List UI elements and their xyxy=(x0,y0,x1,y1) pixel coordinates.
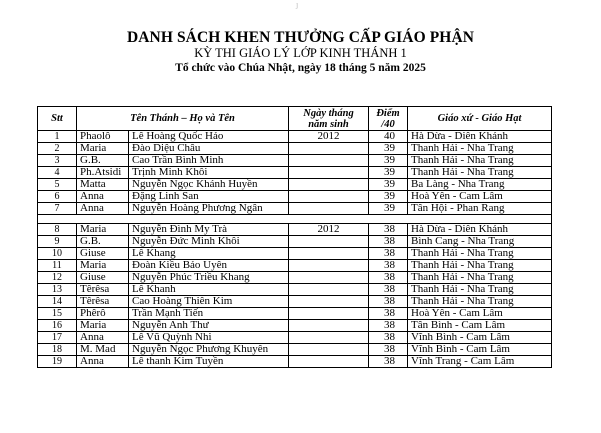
row-full-name: Cao Trần Bình Minh xyxy=(129,155,289,167)
row-parish: Vĩnh Bình - Cam Lâm xyxy=(408,332,552,344)
row-saint-name: Maria xyxy=(77,320,129,332)
row-parish: Tân Hội - Phan Rang xyxy=(408,203,552,215)
awards-table xyxy=(37,106,552,368)
header-score xyxy=(369,107,408,131)
group-separator-row xyxy=(38,215,552,224)
row-birth-year xyxy=(289,143,369,155)
row-saint-name: Anna xyxy=(77,356,129,368)
row-score: 38 xyxy=(369,356,408,368)
row-birth-year xyxy=(289,260,369,272)
row-full-name: Nguyễn Đình My Trà xyxy=(129,224,289,236)
row-stt: 8 xyxy=(38,224,77,236)
row-saint-name: Ph.Atsidi xyxy=(77,167,129,179)
row-stt: 19 xyxy=(38,356,77,368)
row-birth-year xyxy=(289,296,369,308)
row-full-name: Lê thanh Kim Tuyền xyxy=(129,356,289,368)
row-full-name: Trần Mạnh Tiến xyxy=(129,308,289,320)
row-birth-year xyxy=(289,272,369,284)
row-birth-year xyxy=(289,236,369,248)
row-full-name: Nguyễn Phúc Triều Khang xyxy=(129,272,289,284)
document-subtitle: KỲ THI GIÁO LÝ LỚP KINH THÁNH 1 xyxy=(194,46,407,60)
row-stt: 15 xyxy=(38,308,77,320)
row-birth-year xyxy=(289,155,369,167)
row-saint-name: Giuse xyxy=(77,272,129,284)
row-full-name: Đào Diệu Châu xyxy=(129,143,289,155)
header-dob-line1: Ngày tháng xyxy=(303,107,354,119)
table-row xyxy=(38,179,552,191)
row-saint-name: Anna xyxy=(77,203,129,215)
table-row xyxy=(38,284,552,296)
row-saint-name: Têrêsa xyxy=(77,296,129,308)
row-score: 38 xyxy=(369,344,408,356)
row-saint-name: Maria xyxy=(77,224,129,236)
row-score: 38 xyxy=(369,296,408,308)
row-saint-name: Anna xyxy=(77,191,129,203)
row-stt: 7 xyxy=(38,203,77,215)
row-stt: 11 xyxy=(38,260,77,272)
table-row xyxy=(38,167,552,179)
table-row xyxy=(38,143,552,155)
document-date-line: Tổ chức vào Chúa Nhật, ngày 18 tháng 5 năm 2025 xyxy=(175,62,426,74)
row-full-name: Nguyễn Ngọc Khánh Huyền xyxy=(129,179,289,191)
row-birth-year xyxy=(289,332,369,344)
row-score: 38 xyxy=(369,236,408,248)
table-row xyxy=(38,236,552,248)
row-birth-year xyxy=(289,344,369,356)
row-stt: 14 xyxy=(38,296,77,308)
row-score: 38 xyxy=(369,260,408,272)
row-stt: 6 xyxy=(38,191,77,203)
row-birth-year xyxy=(289,191,369,203)
row-parish: Hà Dừa - Diên Khánh xyxy=(408,131,552,143)
table-row xyxy=(38,332,552,344)
table-row xyxy=(38,296,552,308)
row-birth-year xyxy=(289,308,369,320)
row-stt: 12 xyxy=(38,272,77,284)
row-parish: Thanh Hải - Nha Trang xyxy=(408,296,552,308)
row-stt: 5 xyxy=(38,179,77,191)
page-mark: ȷ xyxy=(296,0,299,9)
row-birth-year: 2012 xyxy=(289,131,369,143)
row-score: 38 xyxy=(369,320,408,332)
row-full-name: Nguyễn Anh Thư xyxy=(129,320,289,332)
header-parish: Giáo xứ - Giáo Hạt xyxy=(408,107,552,131)
row-birth-year xyxy=(289,284,369,296)
row-birth-year xyxy=(289,248,369,260)
row-parish: Thanh Hải - Nha Trang xyxy=(408,248,552,260)
row-score: 38 xyxy=(369,332,408,344)
row-score: 38 xyxy=(369,284,408,296)
row-parish: Thanh Hải - Nha Trang xyxy=(408,167,552,179)
table-row xyxy=(38,248,552,260)
row-parish: Hoà Yên - Cam Lâm xyxy=(408,191,552,203)
row-parish: Bình Cang - Nha Trang xyxy=(408,236,552,248)
table-header-row xyxy=(38,107,552,131)
row-saint-name: G.B. xyxy=(77,155,129,167)
row-parish: Thanh Hải - Nha Trang xyxy=(408,284,552,296)
table-row xyxy=(38,155,552,167)
table-body xyxy=(38,131,552,368)
row-stt: 1 xyxy=(38,131,77,143)
table-row xyxy=(38,224,552,236)
row-stt: 13 xyxy=(38,284,77,296)
row-score: 38 xyxy=(369,272,408,284)
header-score-line2: /40 xyxy=(381,118,395,130)
row-birth-year xyxy=(289,203,369,215)
table-row xyxy=(38,260,552,272)
row-saint-name: Matta xyxy=(77,179,129,191)
row-saint-name: G.B. xyxy=(77,236,129,248)
row-birth-year xyxy=(289,320,369,332)
row-stt: 18 xyxy=(38,344,77,356)
row-stt: 3 xyxy=(38,155,77,167)
row-parish: Thanh Hải - Nha Trang xyxy=(408,155,552,167)
document-title: DANH SÁCH KHEN THƯỞNG CẤP GIÁO PHẬN xyxy=(126,29,475,46)
row-parish: Vĩnh Bình - Cam Lâm xyxy=(408,344,552,356)
row-parish: Vĩnh Trang - Cam Lâm xyxy=(408,356,552,368)
row-saint-name: Maria xyxy=(77,143,129,155)
row-saint-name: M. Mad xyxy=(77,344,129,356)
row-score: 38 xyxy=(369,308,408,320)
table-row xyxy=(38,344,552,356)
table-row xyxy=(38,131,552,143)
row-full-name: Nguyễn Ngọc Phương Khuyên xyxy=(129,344,289,356)
header-stt: Stt xyxy=(38,107,77,131)
row-stt: 16 xyxy=(38,320,77,332)
row-stt: 9 xyxy=(38,236,77,248)
table-row xyxy=(38,191,552,203)
row-birth-year xyxy=(289,179,369,191)
table-row xyxy=(38,308,552,320)
table-row xyxy=(38,272,552,284)
row-full-name: Nguyễn Hoàng Phương Ngân xyxy=(129,203,289,215)
row-saint-name: Phaolô xyxy=(77,131,129,143)
row-stt: 10 xyxy=(38,248,77,260)
row-score: 38 xyxy=(369,224,408,236)
row-score: 39 xyxy=(369,155,408,167)
row-parish: Ba Làng - Nha Trang xyxy=(408,179,552,191)
row-score: 39 xyxy=(369,191,408,203)
row-full-name: Lê Vũ Quỳnh Nhi xyxy=(129,332,289,344)
row-saint-name: Maria xyxy=(77,260,129,272)
row-score: 38 xyxy=(369,248,408,260)
row-full-name: Lê Khang xyxy=(129,248,289,260)
row-parish: Hoà Yên - Cam Lâm xyxy=(408,308,552,320)
row-saint-name: Anna xyxy=(77,332,129,344)
row-saint-name: Phêrô xyxy=(77,308,129,320)
table-row xyxy=(38,356,552,368)
row-score: 39 xyxy=(369,167,408,179)
separator-cell xyxy=(38,215,552,224)
header-score-line1: Điểm xyxy=(376,107,400,119)
table-row xyxy=(38,320,552,332)
table-row xyxy=(38,203,552,215)
row-full-name: Đoàn Kiều Bảo Uyên xyxy=(129,260,289,272)
row-saint-name: Têrêsa xyxy=(77,284,129,296)
row-parish: Thanh Hải - Nha Trang xyxy=(408,143,552,155)
row-birth-year xyxy=(289,167,369,179)
row-full-name: Lê Khanh xyxy=(129,284,289,296)
row-full-name: Lê Hoàng Quốc Hảo xyxy=(129,131,289,143)
row-stt: 17 xyxy=(38,332,77,344)
row-stt: 2 xyxy=(38,143,77,155)
header-name: Tên Thánh – Họ và Tên xyxy=(77,107,289,131)
row-full-name: Nguyễn Đức Minh Khôi xyxy=(129,236,289,248)
row-full-name: Trịnh Minh Khôi xyxy=(129,167,289,179)
row-score: 39 xyxy=(369,143,408,155)
row-birth-year xyxy=(289,356,369,368)
header-dob-line2: năm sinh xyxy=(308,118,349,130)
row-score: 39 xyxy=(369,203,408,215)
row-birth-year: 2012 xyxy=(289,224,369,236)
header-dob xyxy=(289,107,369,131)
row-full-name: Đặng Linh San xyxy=(129,191,289,203)
row-parish: Tân Bình - Cam Lâm xyxy=(408,320,552,332)
row-parish: Hà Dừa - Diên Khánh xyxy=(408,224,552,236)
row-full-name: Cao Hoàng Thiên Kim xyxy=(129,296,289,308)
row-stt: 4 xyxy=(38,167,77,179)
row-parish: Thanh Hải - Nha Trang xyxy=(408,260,552,272)
row-score: 39 xyxy=(369,179,408,191)
row-score: 40 xyxy=(369,131,408,143)
row-saint-name: Giuse xyxy=(77,248,129,260)
row-parish: Thanh Hải - Nha Trang xyxy=(408,272,552,284)
